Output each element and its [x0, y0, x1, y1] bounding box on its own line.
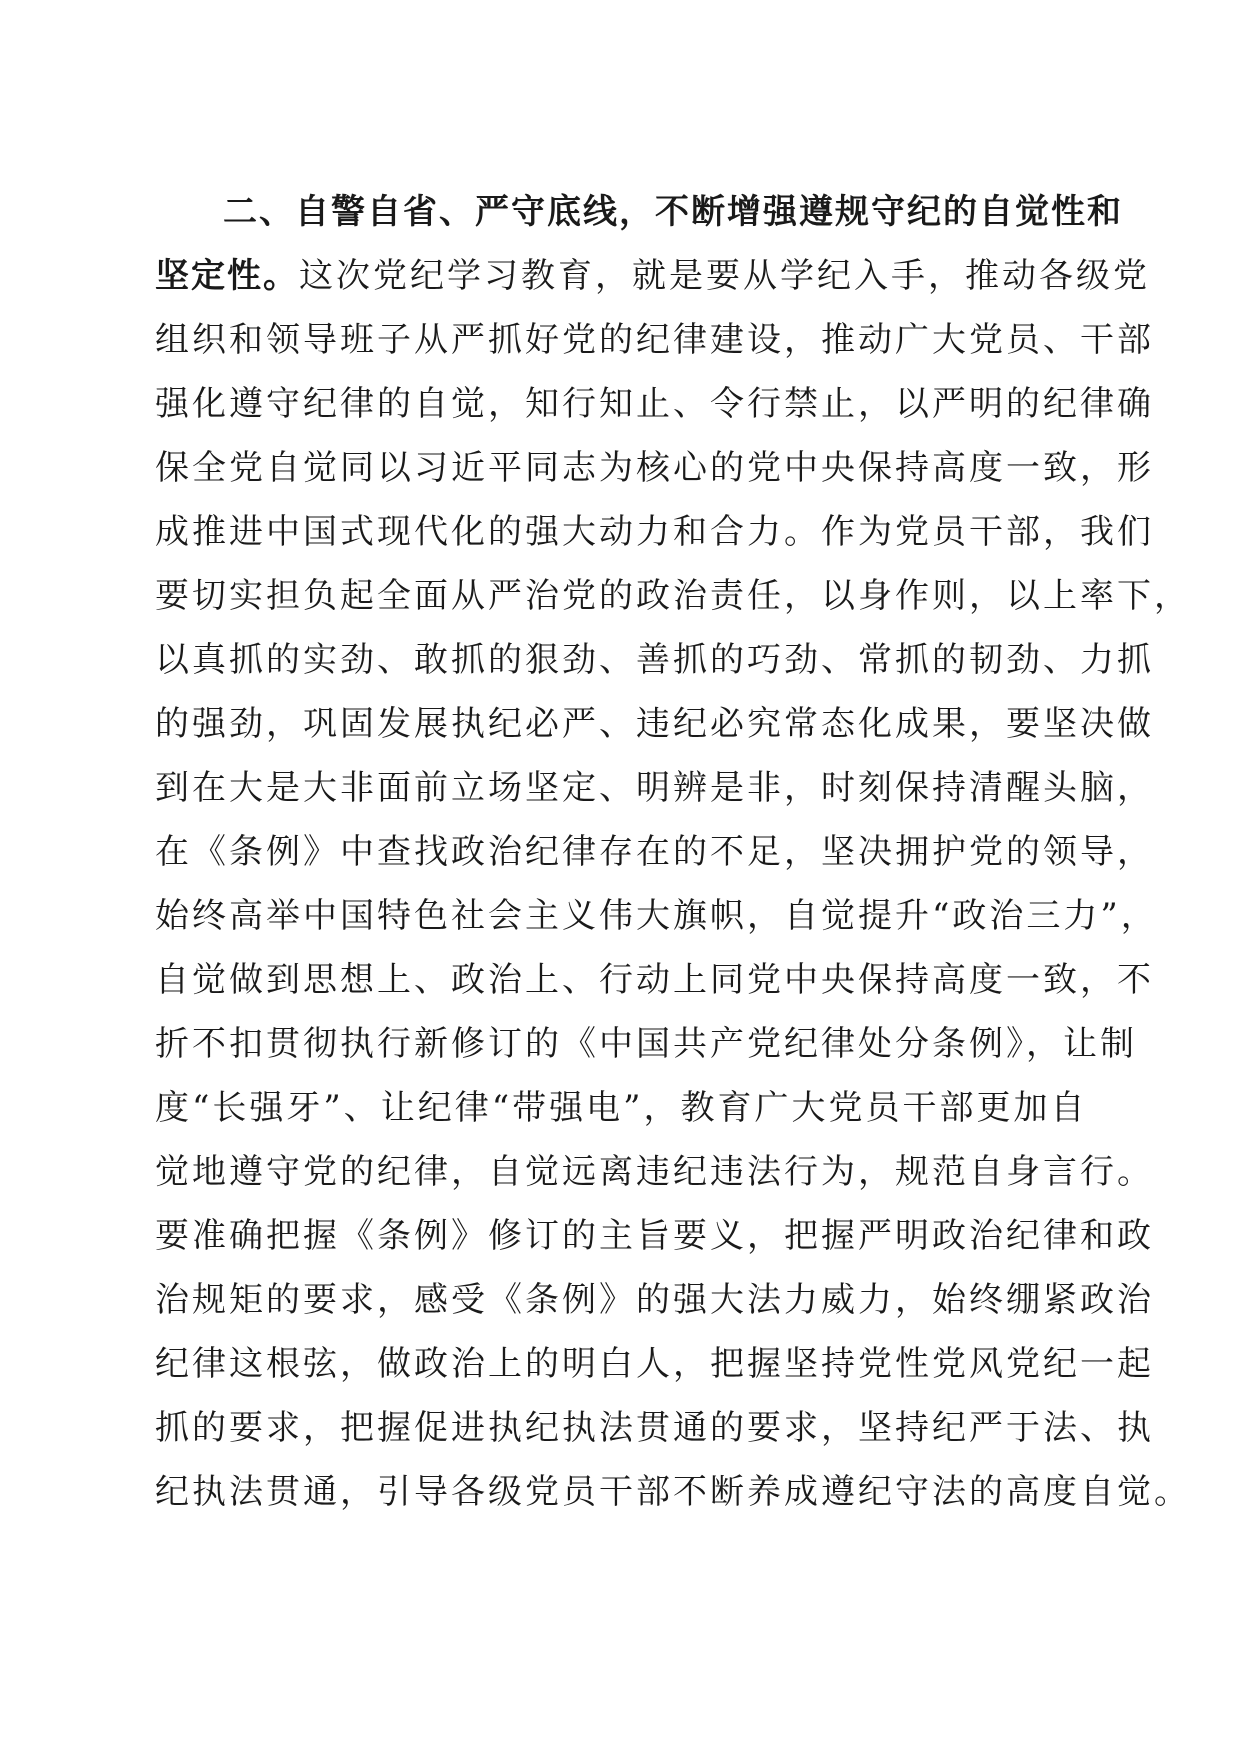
paragraph-line — [155, 244, 1150, 308]
paragraph-line: 以真抓的实劲、敢抓的狠劲、善抓的巧劲、常抓的韧劲、力抓 — [155, 640, 1154, 680]
paragraph-line: 到在大是大非面前立场坚定、明辨是非，时刻保持清醒头脑， — [155, 768, 1154, 808]
section-heading-line: 二、自警自省、严守底线，不断增强遵规守纪的自觉性和 — [223, 192, 1123, 232]
paragraph-line: 纪律这根弦，做政治上的明白人，把握坚持党性党风党纪一起 — [155, 1344, 1154, 1384]
paragraph-line: 要准确把握《条例》修订的主旨要义，把握严明政治纪律和政 — [155, 1216, 1154, 1256]
paragraph-line: 保全党自觉同以习近平同志为核心的党中央保持高度一致，形 — [155, 448, 1154, 488]
paragraph-text: 这次党纪学习教育，就是要从学纪入手，推动各级党 — [299, 256, 1150, 296]
paragraph-line: 组织和领导班子从严抓好党的纪律建设，推动广大党员、干部 — [155, 320, 1154, 360]
document-body — [155, 180, 1191, 1524]
paragraph-line: 折不扣贯彻执行新修订的《中国共产党纪律处分条例》，让制 — [155, 1024, 1137, 1064]
paragraph-line: 纪执法贯通，引导各级党员干部不断养成遵纪守法的高度自觉。 — [155, 1472, 1191, 1512]
paragraph-line: 抓的要求，把握促进执纪执法贯通的要求，坚持纪严于法、执 — [155, 1408, 1154, 1448]
section-heading-end: 坚定性。 — [155, 256, 299, 296]
paragraph-line: 在《条例》中查找政治纪律存在的不足，坚决拥护党的领导， — [155, 832, 1154, 872]
paragraph-line: 要切实担负起全面从严治党的政治责任，以身作则，以上率下， — [155, 576, 1191, 616]
paragraph-line: 治规矩的要求，感受《条例》的强大法力威力，始终绷紧政治 — [155, 1280, 1154, 1320]
paragraph-line: 成推进中国式现代化的强大动力和合力。作为党员干部，我们 — [155, 512, 1154, 552]
paragraph-line: 的强劲，巩固发展执纪必严、违纪必究常态化成果，要坚决做 — [155, 704, 1154, 744]
paragraph-line: 始终高举中国特色社会主义伟大旗帜，自觉提升“政治三力”， — [155, 896, 1158, 936]
paragraph-line: 强化遵守纪律的自觉，知行知止、令行禁止，以严明的纪律确 — [155, 384, 1154, 424]
paragraph-line: 觉地遵守党的纪律，自觉远离违纪违法行为，规范自身言行。 — [155, 1152, 1154, 1192]
paragraph-line: 度“长强牙”、让纪律“带强电”，教育广大党员干部更加自 — [155, 1088, 1088, 1128]
paragraph-line: 自觉做到思想上、政治上、行动上同党中央保持高度一致，不 — [155, 960, 1154, 1000]
